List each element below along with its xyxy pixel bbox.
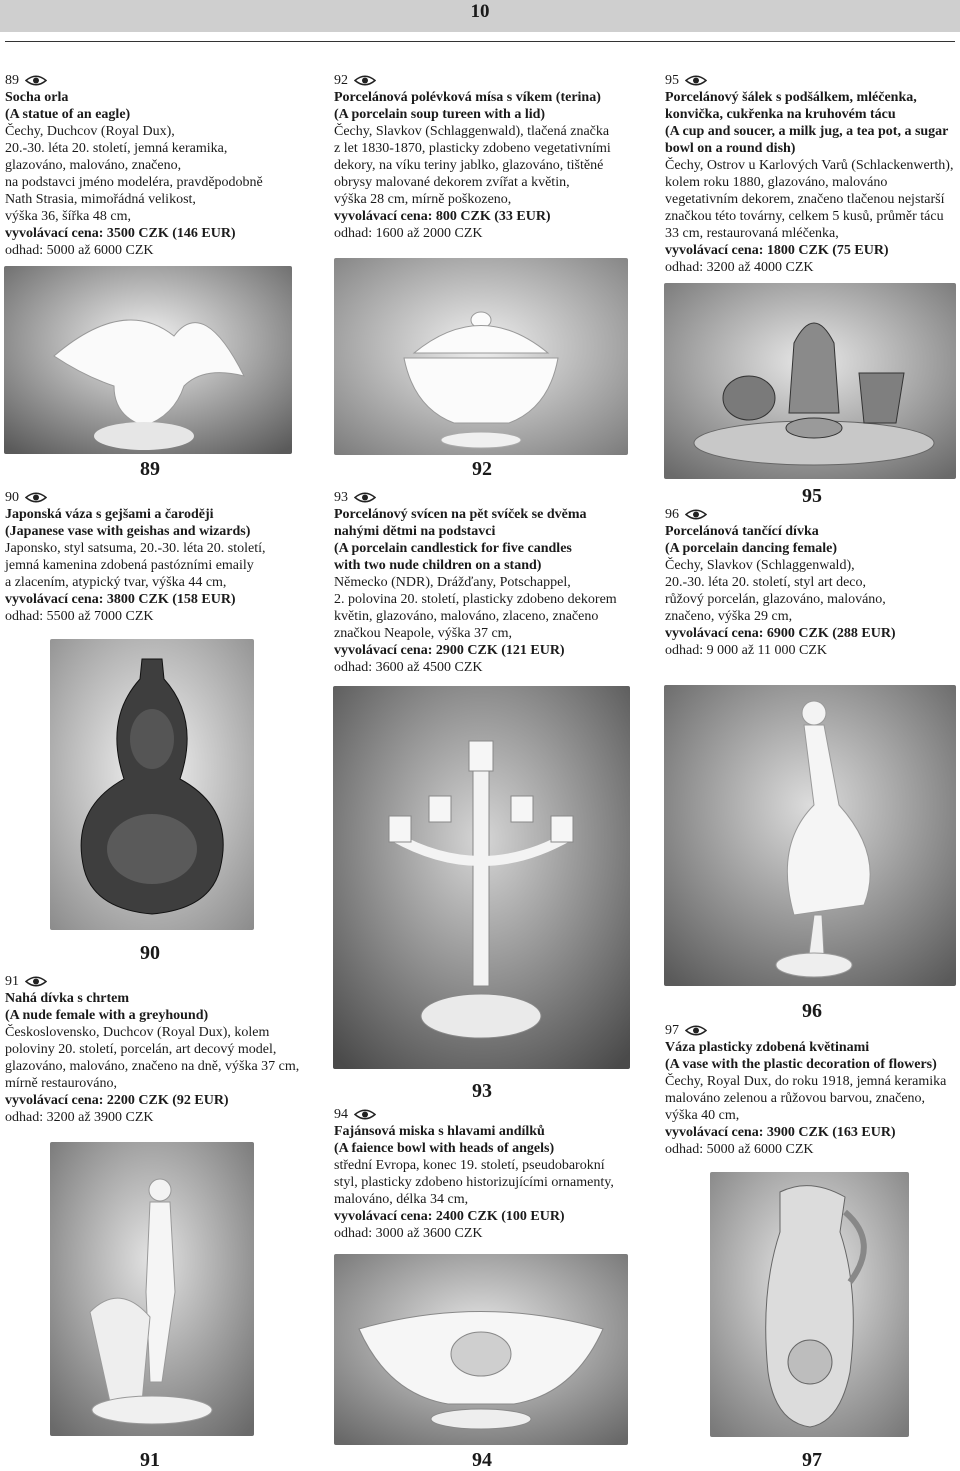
lot-desc-line: Čechy, Slavkov (Schlaggenwald), — [665, 558, 855, 573]
lot-estimate: odhad: 9 000 až 11 000 CZK — [665, 643, 828, 658]
lot-desc-line: a zlacením, atypický tvar, výška 44 cm, — [5, 575, 227, 590]
lot-desc-line: mírně restaurováno, — [5, 1076, 117, 1091]
lot-desc-line: glazováno, malováno, značeno na dně, výška 37 cm, — [5, 1059, 300, 1074]
lot-starting-price: vyvolávací cena: 2900 CZK (121 EUR) — [334, 643, 565, 658]
lot-desc-line: Německo (NDR), Drážďany, Potschappel, — [334, 575, 571, 590]
lot-desc-line: kolem roku 1880, glazováno, malováno — [665, 175, 888, 190]
eye-icon — [685, 74, 707, 87]
lot-96 — [665, 506, 896, 659]
lot-estimate: odhad: 3200 až 4000 CZK — [665, 260, 814, 275]
lot-number: 92 — [334, 73, 348, 88]
lot-desc-line: značeno, výška 29 cm, — [665, 609, 793, 624]
photo-caption: 90 — [140, 942, 160, 964]
lot-title-en: with two nude children on a stand) — [334, 558, 542, 573]
photo-caption: 91 — [140, 1449, 160, 1471]
lot-90 — [5, 489, 266, 625]
lot-desc-line: poloviny 20. století, porcelán, art decový model, — [5, 1042, 277, 1057]
lot-title-en: (A porcelain candlestick for five candles — [334, 541, 572, 556]
lot-desc-line: vegetativním dekorem, značeno tlačenou nejstarší — [665, 192, 945, 207]
lot-number: 94 — [334, 1107, 348, 1122]
lot-title: Porcelánový svícen na pět svíček se dvěma — [334, 507, 587, 522]
lot-estimate: odhad: 5000 až 6000 CZK — [665, 1142, 814, 1157]
lot-number: 89 — [5, 73, 19, 88]
lot-desc-line: jemná kamenina zdobená pastózními emaily — [5, 558, 254, 573]
lot-desc-line: obrysy malované dekorem zvířat a květin, — [334, 175, 570, 190]
photo-soup-tureen — [334, 258, 628, 455]
lot-91 — [5, 973, 299, 1126]
lot-desc-line: výška 36, šířka 48 cm, — [5, 209, 131, 224]
lot-97 — [665, 1022, 946, 1158]
lot-estimate: odhad: 5000 až 6000 CZK — [5, 243, 154, 258]
lot-desc-line: Československo, Duchcov (Royal Dux), kolem — [5, 1025, 270, 1040]
photo-caption: 89 — [140, 458, 160, 480]
lot-starting-price: vyvolávací cena: 3800 CZK (158 EUR) — [5, 592, 236, 607]
lot-desc-line: 20.-30. léta 20. století, jemná keramika, — [5, 141, 228, 156]
lot-estimate: odhad: 3000 až 3600 CZK — [334, 1226, 483, 1241]
lot-desc-line: střední Evropa, konec 19. století, pseudobarokní — [334, 1158, 605, 1173]
photo-caption: 97 — [802, 1449, 822, 1471]
lot-starting-price: vyvolávací cena: 3500 CZK (146 EUR) — [5, 226, 236, 241]
lot-desc-line: z let 1830-1870, plasticky zdobeno vegetativními — [334, 141, 611, 156]
photo-eagle-statue — [4, 266, 292, 454]
photo-dancing-female — [664, 685, 956, 986]
lot-title: konvička, cukřenka na kruhovém tácu — [665, 107, 896, 122]
eye-icon — [685, 508, 707, 521]
lot-title: Socha orla — [5, 90, 69, 105]
lot-desc-line: glazováno, malováno, značeno, — [5, 158, 182, 173]
photo-caption: 92 — [472, 458, 492, 480]
photo-tea-set — [664, 283, 956, 479]
lot-desc-line: Čechy, Royal Dux, do roku 1918, jemná keramika — [665, 1074, 947, 1089]
lot-title-en: (A porcelain dancing female) — [665, 541, 838, 556]
lot-title-en: bowl on a round dish) — [665, 141, 796, 156]
lot-title-en: (A cup and soucer, a milk jug, a tea pot, a sugar — [665, 124, 949, 139]
lot-title: nahými dětmi na podstavci — [334, 524, 496, 539]
lot-92 — [334, 72, 611, 242]
lot-number: 97 — [665, 1023, 679, 1038]
lot-desc-line: květin, glazováno, malováno, zlaceno, značeno — [334, 609, 599, 624]
lot-desc-line: růžový porcelán, glazováno, malováno, — [665, 592, 886, 607]
lot-title: Porcelánový šálek s podšálkem, mléčenka, — [665, 90, 917, 105]
lot-title-en: (A faience bowl with heads of angels) — [334, 1141, 555, 1156]
lot-title-en: (Japanese vase with geishas and wizards) — [5, 524, 251, 539]
lot-desc-line: Čechy, Duchcov (Royal Dux), — [5, 124, 175, 139]
lot-title: Nahá dívka s chrtem — [5, 991, 130, 1006]
photo-caption: 94 — [472, 1449, 492, 1471]
lot-starting-price: vyvolávací cena: 2200 CZK (92 EUR) — [5, 1093, 229, 1108]
lot-desc-line: na podstavci jméno modeléra, pravděpodobně — [5, 175, 263, 190]
lot-desc-line: Japonsko, styl satsuma, 20.-30. léta 20. století, — [5, 541, 266, 556]
eye-icon — [354, 74, 376, 87]
lot-starting-price: vyvolávací cena: 6900 CZK (288 EUR) — [665, 626, 896, 641]
photo-nude-female-greyhound — [50, 1142, 254, 1436]
eye-icon — [25, 74, 47, 87]
photo-caption: 96 — [802, 1000, 822, 1022]
lot-number: 91 — [5, 974, 19, 989]
lot-desc-line: 33 cm, restaurovaná mléčenka, — [665, 226, 839, 241]
lot-number: 95 — [665, 73, 679, 88]
lot-93 — [334, 489, 617, 676]
photo-japanese-vase — [50, 639, 254, 930]
lot-number: 93 — [334, 490, 348, 505]
lot-desc-line: 20.-30. léta 20. století, styl art deco, — [665, 575, 867, 590]
lot-estimate: odhad: 3600 až 4500 CZK — [334, 660, 483, 675]
lot-title-en: (A statue of an eagle) — [5, 107, 131, 122]
lot-desc-line: výška 28 cm, mírně poškozeno, — [334, 192, 512, 207]
lot-desc-line: Čechy, Ostrov u Karlových Varů (Schlackenwerth), — [665, 158, 954, 173]
photo-flower-vase — [710, 1172, 909, 1437]
photo-caption: 95 — [802, 485, 822, 507]
lot-number: 90 — [5, 490, 19, 505]
lot-desc-line: malováno, délka 34 cm, — [334, 1192, 469, 1207]
lot-estimate: odhad: 1600 až 2000 CZK — [334, 226, 483, 241]
lot-desc-line: 2. polovina 20. století, plasticky zdobeno dekorem — [334, 592, 617, 607]
lot-title-en: (A vase with the plastic decoration of flowers) — [665, 1057, 937, 1072]
lot-desc-line: styl, plasticky zdobeno historizujícími ornamenty, — [334, 1175, 614, 1190]
lot-starting-price: vyvolávací cena: 3900 CZK (163 EUR) — [665, 1125, 896, 1140]
lot-starting-price: vyvolávací cena: 800 CZK (33 EUR) — [334, 209, 551, 224]
lot-title: Fajánsová miska s hlavami andílků — [334, 1124, 545, 1139]
lot-89 — [5, 72, 263, 259]
photo-candlestick — [333, 686, 630, 1069]
eye-icon — [25, 975, 47, 988]
lot-desc-line: dekory, na víku teriny jablko, glazováno, tištěné — [334, 158, 604, 173]
lot-desc-line: značkou této továrny, celkem 5 kusů, průměr tácu — [665, 209, 944, 224]
lot-title-en: (A porcelain soup tureen with a lid) — [334, 107, 546, 122]
page-number: 10 — [0, 0, 960, 32]
eye-icon — [25, 491, 47, 504]
eye-icon — [354, 1108, 376, 1121]
eye-icon — [354, 491, 376, 504]
lot-desc-line: Čechy, Slavkov (Schlaggenwald), tlačená značka — [334, 124, 610, 139]
lot-starting-price: vyvolávací cena: 1800 CZK (75 EUR) — [665, 243, 889, 258]
lot-title: Váza plasticky zdobená květinami — [665, 1040, 870, 1055]
lot-number: 96 — [665, 507, 679, 522]
eye-icon — [685, 1024, 707, 1037]
lot-desc-line: malováno zelenou a růžovou barvou, značeno, — [665, 1091, 926, 1106]
lot-estimate: odhad: 5500 až 7000 CZK — [5, 609, 154, 624]
lot-title: Porcelánová polévková mísa s víkem (terina) — [334, 90, 601, 105]
header-rule — [5, 41, 955, 42]
lot-starting-price: vyvolávací cena: 2400 CZK (100 EUR) — [334, 1209, 565, 1224]
lot-desc-line: Nath Strasia, mimořádná velikost, — [5, 192, 196, 207]
lot-title-en: (A nude female with a greyhound) — [5, 1008, 209, 1023]
lot-estimate: odhad: 3200 až 3900 CZK — [5, 1110, 154, 1125]
photo-caption: 93 — [472, 1080, 492, 1102]
lot-95 — [665, 72, 953, 276]
lot-desc-line: značkou Neapole, výška 37 cm, — [334, 626, 513, 641]
lot-title: Porcelánová tančící dívka — [665, 524, 819, 539]
photo-faience-bowl — [334, 1254, 628, 1445]
lot-desc-line: výška 40 cm, — [665, 1108, 740, 1123]
lot-title: Japonská váza s gejšami a čaroději — [5, 507, 214, 522]
lot-94 — [334, 1106, 614, 1242]
